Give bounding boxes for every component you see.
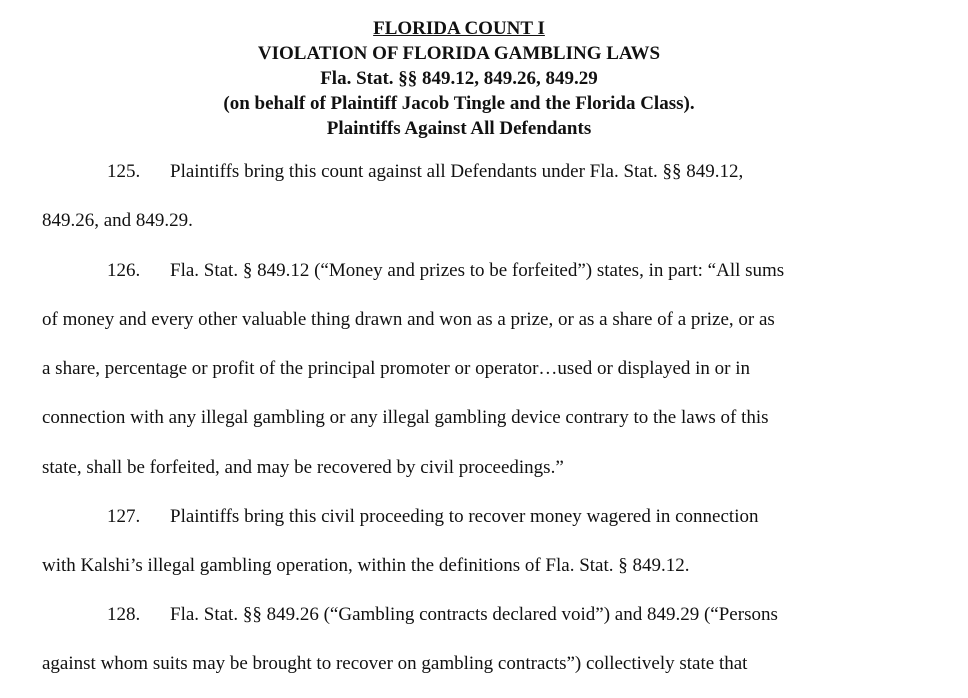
- parties-line: Plaintiffs Against All Defendants: [326, 118, 592, 139]
- paragraph-text: Fla. Stat. § 849.12 (“Money and prizes to be forfeited”) states, in part: “All sums: [170, 260, 785, 281]
- paragraph-128-line-1: [107, 603, 778, 627]
- count-subtitle: VIOLATION OF FLORIDA GAMBLING LAWS: [257, 43, 661, 64]
- paragraph-number: 126.: [107, 260, 141, 281]
- paragraph-128-line-2: against whom suits may be brought to recover on gambling contracts”) collectively state that: [42, 653, 748, 674]
- paragraph-text: Fla. Stat. §§ 849.26 (“Gambling contracts declared void”) and 849.29 (“Persons: [170, 604, 778, 625]
- paragraph-125-line-2: 849.26, and 849.29.: [42, 210, 193, 231]
- paragraph-126-line-5: state, shall be forfeited, and may be recovered by civil proceedings.”: [42, 457, 564, 478]
- paragraph-125-line-1: [107, 160, 743, 184]
- count-title: FLORIDA COUNT I: [373, 18, 545, 39]
- paragraph-126-line-2: of money and every other valuable thing drawn and won as a prize, or as a share of a prize, or as: [42, 309, 775, 330]
- paragraph-126-line-1: [107, 259, 784, 283]
- paragraph-127-line-2: with Kalshi’s illegal gambling operation, within the definitions of Fla. Stat. § 849.12.: [42, 555, 690, 576]
- paragraph-number: 127.: [107, 506, 141, 527]
- paragraph-number: 125.: [107, 161, 141, 182]
- paragraph-126-line-4: connection with any illegal gambling or any illegal gambling device contrary to the laws of this: [42, 407, 769, 428]
- statute-citations: Fla. Stat. §§ 849.12, 849.26, 849.29: [320, 68, 598, 89]
- on-behalf-line: (on behalf of Plaintiff Jacob Tingle and the Florida Class).: [223, 93, 695, 114]
- paragraph-text: Plaintiffs bring this civil proceeding to recover money wagered in connection: [170, 506, 759, 527]
- paragraph-126-line-3: a share, percentage or profit of the principal promoter or operator…used or displayed in or in: [42, 358, 751, 379]
- paragraph-127-line-1: [107, 505, 758, 529]
- paragraph-number: 128.: [107, 604, 141, 625]
- paragraph-text: Plaintiffs bring this count against all Defendants under Fla. Stat. §§ 849.12,: [170, 161, 744, 182]
